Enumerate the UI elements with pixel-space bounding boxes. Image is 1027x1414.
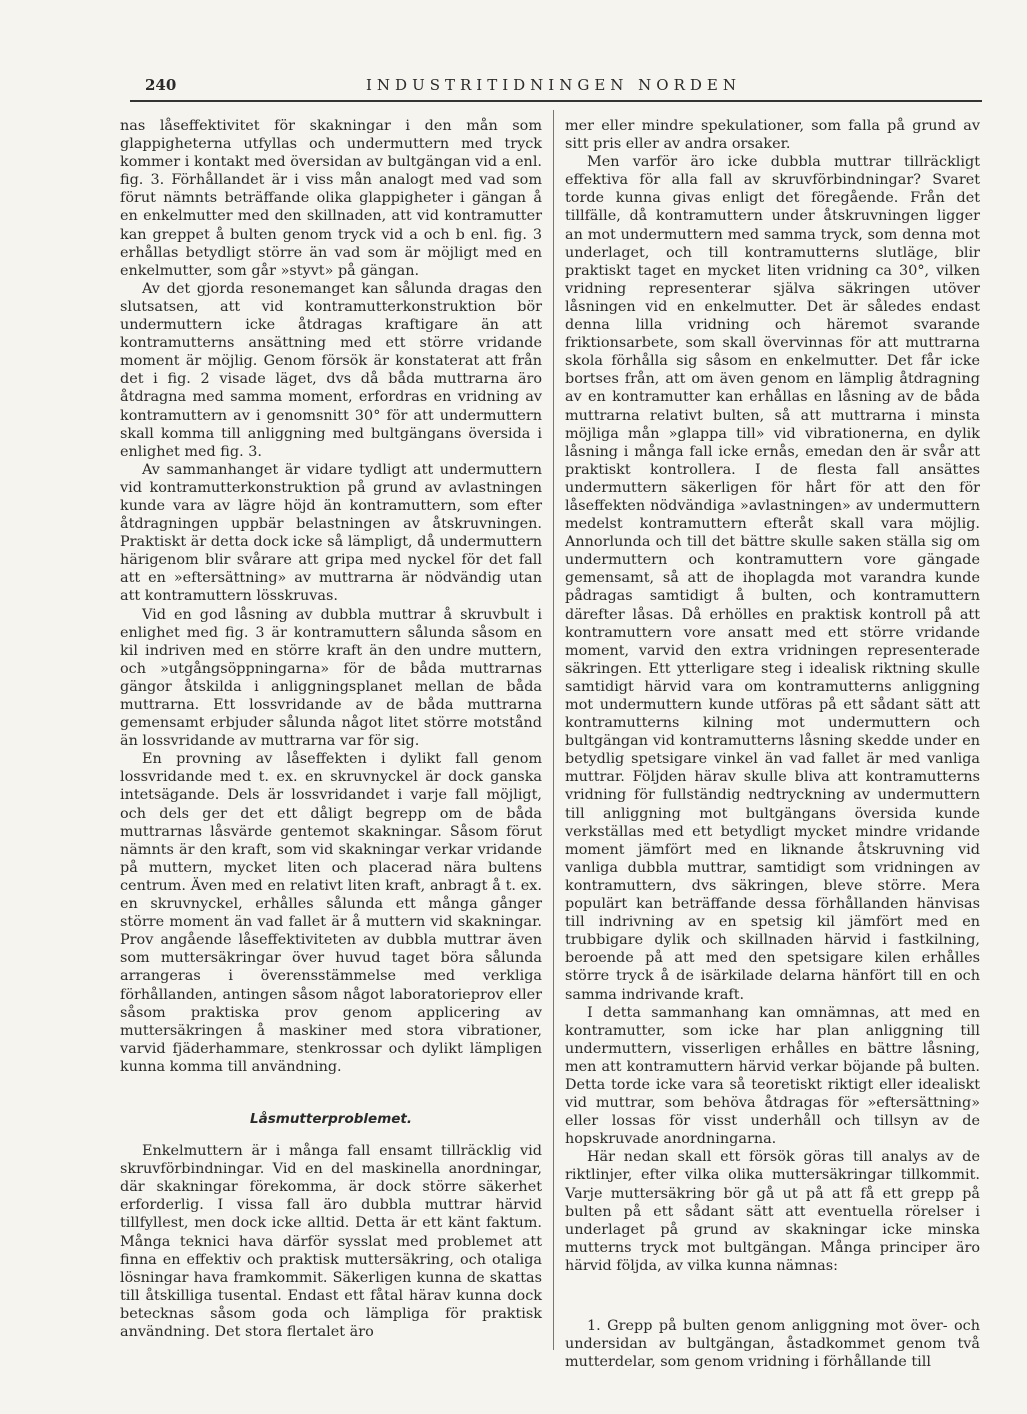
paragraph: En provning av låseffekten i dylikt fall genom lossvridande med t. ex. en skruvnyckel är dock ganska intetsägande. Dels är lossvridandet i varje fall möjligt, och dels ger det ett dåligt begrepp om de båda muttrarnas låsvärde gentemot skakningar. Såsom förut nämnts är den kraft, som vid skakningar verkar vridande på muttern, mycket liten och placerad nära bultens centrum. Även med en relativt liten kraft, anbragt å t. ex. en skruvnyckel, erhålles sålunda ett många gånger större moment än vad fallet är å muttern vid skakningar. Prov angående låseffektiviteten av dubbla muttrar även som muttersäkringar över huvud taget böra sålunda arrangeras i överensstämmelse med verkliga förhållanden, antingen såsom något laboratorieprov eller såsom praktiska prov genom applicering av muttersäkringen å maskiner med stora vibrationer, varvid fjäderhammare, stenkrossar och dylikt lämpligen kunna komma till användning. xyxy=(120,751,542,1075)
column-divider xyxy=(553,110,554,1350)
paragraph: nas låseffektivitet för skakningar i den mån som glappigheterna utfyllas och undermuttern med tryck kommer i kontakt med översidan av bultgängan vid a enl. fig. 3. Förhållandet är i viss mån analogt med vad som förut nämnts beträffande olika glappigheter i gängan å en enkelmutter med den skillnaden, att vid kontramutter kan greppet å bulten genom tryck vid a och b enl. fig. 3 erhållas betydligt större än vad som är möjligt med en enkelmutter, som går »styvt» på gängan. xyxy=(120,118,542,279)
header-rule xyxy=(130,100,982,102)
paragraph: Av det gjorda resonemanget kan sålunda dragas den slutsatsen, att vid kontramutterkonstruktion bör undermuttern icke åtdragas kraftigare än att kontramutterns ansättning med ett större vridande moment är möjlig. Genom försök är konstaterat att från det i fig. 2 visade läget, dvs då båda muttrarna äro åtdragna med samma moment, erfordras en vridning av kontramuttern av i genomsnitt 30° för att undermuttern skall komma till anliggning med bultgängans översida i enlighet med fig. 3. xyxy=(120,280,542,460)
list-item: 1. Grepp på bulten genom anliggning mot över- och undersidan av bultgängan, åstadkommet genom två mutterdelar, som genom vridning i förhållande till xyxy=(565,1318,980,1371)
paragraph: mer eller mindre spekulationer, som falla på grund av sitt pris eller av andra orsaker. xyxy=(565,118,980,153)
paragraph: Enkelmuttern är i många fall ensamt tillräcklig vid skruvförbindningar. Vid en del maskinella anordningar, där skakningar förekomma, är dock större säkerhet erforderlig. I vissa fall äro dubbla muttrar härvid tillfyllest, men dock icke alltid. Detta är ett känt faktum. Många teknici hava därför sysslat med problemet att finna en effektiv och praktisk muttersäkring, och otaliga lösningar hava framkommit. Säkerligen kunna de skattas till åtskilliga tusental. Endast ett fåtal härav kunna dock betecknas såsom goda och lämpliga för praktisk användning. Det stora flertalet äro xyxy=(120,1143,542,1340)
right-column xyxy=(565,117,980,1371)
paragraph: Men varför äro icke dubbla muttrar tillräckligt effektiva för alla fall av skruvförbindningar? Svaret torde kunna givas enligt det föregående. Från det tillfälle, då kontramuttern under åtskruvningen ligger an mot undermuttern med samma tryck, som denna mot underlaget, och till kontramutterns slutläge, blir praktiskt taget en mycket liten vridning ca 30°, vilken vridning representerar själva säkringen utöver låsningen vid en enkelmutter. Det är således endast denna lilla vridning och häremot svarande friktionsarbete, som skall övervinnas för att muttrarna skola förhålla sig såsom en enkelmutter. Det får icke bortses från, att om även genom en lämplig åtdragning av en kontramutter kan erhållas en låsning av de båda muttrarna relativt bulten, så att muttrarna i minsta möjliga mån »glappa till» vid vibrationerna, en dylik låsning i många fall icke ernås, emedan den är svår att praktiskt kontrollera. I de flesta fall ansättes undermuttern säkerligen för hårt för att den för låseffekten nödvändiga »avlastningen» av undermuttern medelst kontramuttern efteråt skall vara möjlig. Annorlunda och till det bättre skulle saken ställa sig om undermuttern och kontramuttern vore gängade gemensamt, så att de ihoplagda mot varandra kunde pådragas samtidigt å bulten, och kontramuttern därefter låsas. Då erhölles en praktisk kontroll på att kontramuttern vore ansatt med ett större vridande moment, varvid den extra vridningen representerade säkringen. Ett ytterligare steg i idealisk riktning skulle samtidigt härvid vara om kontramutterns anliggning mot undermuttern kunde utföras på ett sådant sätt att kontramutterns kilning mot undermuttern och bultgängan vid kontramutterns låsning skedde under en betydlig spetsigare vinkel än vad fallet är med vanliga muttrar. Följden härav skulle bliva att kontramutterns vridning för fullständig nedtryckning av undermuttern till anliggning mot bultgängans översida kunde verkställas med ett betydligt mycket mindre vridande moment jämfört med en liknande åtskruvning vid vanliga dubbla muttrar, samtidigt som vridningen av kontramuttern, dvs säkringen, bleve större. Mera populärt kan beträffande dessa förhållanden hänvisas till indrivning av en spetsig kil jämfört med en trubbigare dylik och skillnaden härvid i fastkilning, beroende på att med den spetsigare kilen erhålles större tryck å de isärkilade delarna hänfört till en och samma indrivande kraft. xyxy=(565,154,980,1003)
paragraph: I detta sammanhang kan omnämnas, att med en kontramutter, som icke har plan anliggning till undermuttern, visserligen erhålles en bättre låsning, men att kontramuttern härvid verkar böjande på bulten. Detta torde icke vara så teoretiskt riktigt eller idealiskt vid muttrar, som behöva åtdragas för »eftersättning» eller lossas för visst underhåll och tillsyn av de hopskruvade anordningarna. xyxy=(565,1004,980,1148)
paragraph: Av sammanhanget är vidare tydligt att undermuttern vid kontramutterkonstruktion på grund av avlastningen kunde vara av lägre höjd än kontramuttern, som efter åtdragningen uppbär belastningen av åtskruvningen. Praktiskt är detta dock icke så lämpligt, då undermuttern härigenom blir svårare att gripa med nyckel för det fall att en »eftersättning» av muttrarna är nödvändig utan att kontramuttern lösskruvas. xyxy=(120,461,542,605)
section-heading: Låsmutterproblemet. xyxy=(250,1110,412,1127)
paragraph: Här nedan skall ett försök göras till analys av de riktlinjer, efter vilka olika muttersäkringar tillkommit. Varje muttersäkring bör gå ut på att få ett grepp på bulten på ett sådant sätt att eventuella rörelser i underlaget på grund av skakningar icke minska mutterns tryck mot bultgängan. Många principer äro härvid följda, av vilka kunna nämnas: xyxy=(565,1149,980,1274)
page-header xyxy=(130,74,980,98)
paragraph: Vid en god låsning av dubbla muttrar å skruvbult i enlighet med fig. 3 är kontramuttern sålunda såsom en kil indriven med en större kraft än den undre muttern, och »utgångsöppningarna» för de båda muttrarnas gängor åtskilda i anliggningsplanet mellan de båda muttrarna. Ett lossvridande av de båda muttrarna gemensamt erbjuder sålunda något litet större motstånd än lossvridande av muttrarna var för sig. xyxy=(120,606,542,750)
page-number: 240 xyxy=(145,76,177,94)
left-column xyxy=(120,117,542,1341)
journal-title: INDUSTRITIDNINGEN NORDEN xyxy=(366,76,741,94)
